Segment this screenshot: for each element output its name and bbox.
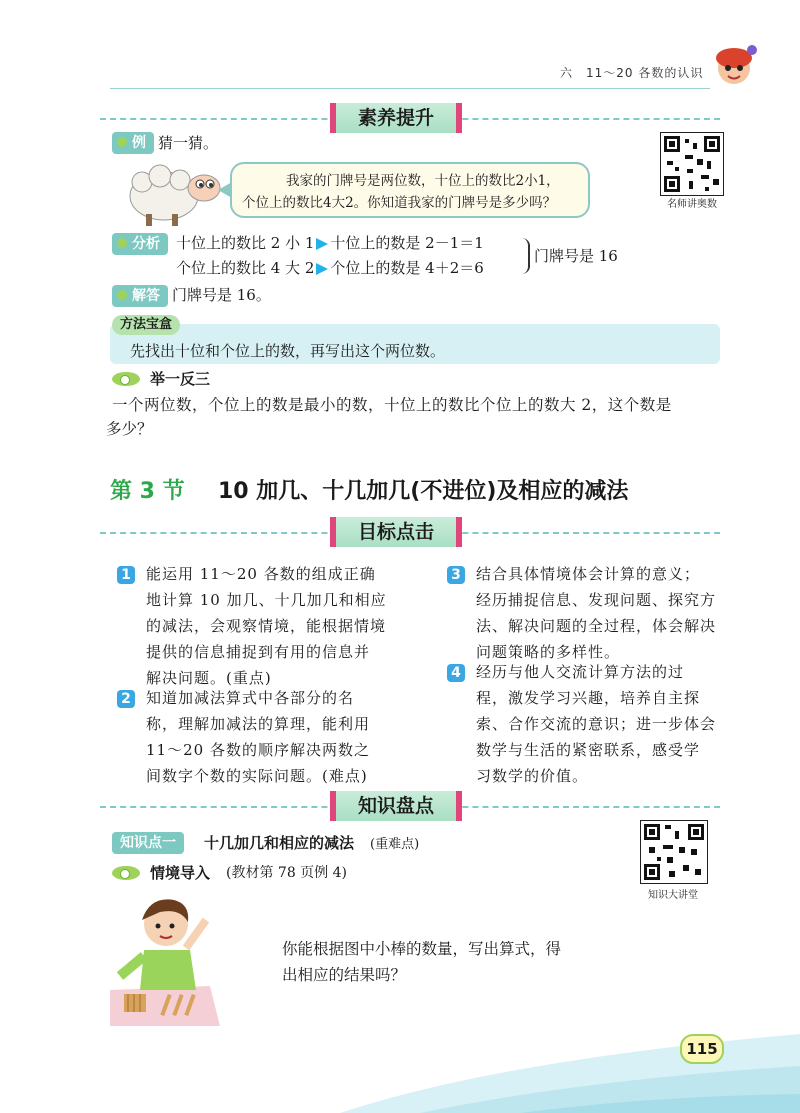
qr-caption: 名师讲奥数: [667, 199, 717, 210]
analysis-row-1: [176, 230, 484, 256]
section-banner-knowledge: 知识盘点: [330, 791, 462, 821]
knowledge-point-note: (重难点): [370, 837, 420, 852]
goal-number: 2: [117, 690, 135, 708]
analysis-row-2: [176, 255, 484, 281]
goal-line: 法、解决问题的全过程，体会解决: [476, 617, 717, 635]
analysis-result: 门牌号是 16: [534, 247, 618, 265]
goal-line: 程，激发学习兴趣，培养自主探: [476, 689, 701, 707]
answer-tag: 解答: [112, 285, 168, 307]
question-line: 你能根据图中小棒的数量，写出算式，得: [282, 940, 562, 958]
analysis-text: 个位上的数比 4 大 2: [176, 259, 315, 277]
practice-line: 多少？: [106, 420, 153, 438]
goal-item: [476, 659, 716, 789]
bubble-line: 个位上的数比4大2。你知道我家的门牌号是多少吗？: [242, 195, 557, 211]
goal-line: 结合具体情境体会计算的意义；: [476, 565, 701, 583]
goal-item: [146, 561, 387, 691]
qr-code-icon[interactable]: [660, 132, 724, 196]
section-banner-goals: 目标点击: [330, 517, 462, 547]
goal-item: [476, 561, 716, 665]
qr-code-icon[interactable]: [640, 820, 708, 884]
goal-line: 间数字个数的实际问题。(难点): [146, 767, 368, 785]
goal-line: 地计算 10 加几、十几加几和相应: [146, 591, 387, 609]
analysis-text: 个位上的数是 4＋2＝6: [330, 259, 484, 277]
goal-line: 数学与生活的紧密联系，感受学: [476, 741, 701, 759]
arrow-icon: [316, 238, 328, 250]
eye-icon: [112, 372, 140, 386]
method-text: 先找出十位和个位上的数，再写出这个两位数。: [130, 342, 446, 360]
speech-bubble: [230, 162, 590, 218]
eye-icon: [112, 866, 140, 880]
goal-line: 索、合作交流的意识；进一步体会: [476, 715, 717, 733]
goal-line: 的减法，会观察情境，能根据情境: [146, 617, 387, 635]
section-number: 第 3 节: [110, 479, 185, 504]
goal-item: [146, 685, 370, 789]
section-title: 10 加几、十几加几(不进位)及相应的减法: [218, 479, 629, 504]
goal-line: 经历与他人交流计算方法的过: [476, 663, 685, 681]
goal-line: 提供的信息捕捉到有用的信息并: [146, 643, 371, 661]
knowledge-point-title: 十几加几和相应的减法: [204, 834, 355, 852]
analysis-text: 十位上的数是 2－1＝1: [330, 234, 484, 252]
practice-label: 举一反三: [150, 370, 211, 388]
footer-wave-decoration: [0, 1010, 800, 1113]
bubble-line: 我家的门牌号是两位数，十位上的数比2小1，: [286, 173, 560, 189]
intro-label: 情境导入: [150, 864, 211, 882]
goal-number: 4: [447, 664, 465, 682]
intro-reference: (教材第 78 页例 4): [226, 865, 347, 881]
brace: [518, 238, 530, 274]
method-tag: 方法宝盒: [112, 315, 180, 335]
qr-caption: 知识大讲堂: [648, 890, 698, 901]
goal-number: 3: [447, 566, 465, 584]
answer-text: 门牌号是 16。: [172, 286, 271, 304]
goal-line: 解决问题。(重点): [146, 669, 272, 687]
analysis-text: 十位上的数比 2 小 1: [176, 234, 315, 252]
section-banner-literacy: 素养提升: [330, 103, 462, 133]
boy-with-sticks-illustration: [110, 890, 220, 1026]
arrow-icon: [316, 263, 328, 275]
example-title: 猜一猜。: [158, 134, 219, 152]
goal-line: 能运用 11～20 各数的组成正确: [146, 565, 376, 583]
goal-line: 经历捕捉信息、发现问题、探究方: [476, 591, 717, 609]
goal-line: 知道加减法算式中各部分的名: [146, 689, 355, 707]
sheep-illustration: [120, 158, 226, 230]
goal-line: 问题策略的多样性。: [476, 643, 621, 661]
knowledge-point-tag: 知识点一: [112, 832, 184, 854]
chapter-header: 六 11～20 各数的认识: [560, 66, 704, 80]
goal-number: 1: [117, 566, 135, 584]
practice-line: 一个两位数，个位上的数是最小的数，十位上的数比个位上的数大 2，这个数是: [112, 396, 672, 414]
goal-line: 习数学的价值。: [476, 767, 589, 785]
page-number: 115: [680, 1034, 724, 1064]
question-line: 出相应的结果吗？: [282, 966, 407, 984]
example-tag: 例: [112, 132, 154, 154]
mascot-icon: [708, 40, 760, 90]
header-divider: [110, 88, 710, 89]
goal-line: 11～20 各数的顺序解决两数之: [146, 741, 370, 759]
goal-line: 称，理解加减法的算理，能利用: [146, 715, 371, 733]
analysis-tag: 分析: [112, 233, 168, 255]
